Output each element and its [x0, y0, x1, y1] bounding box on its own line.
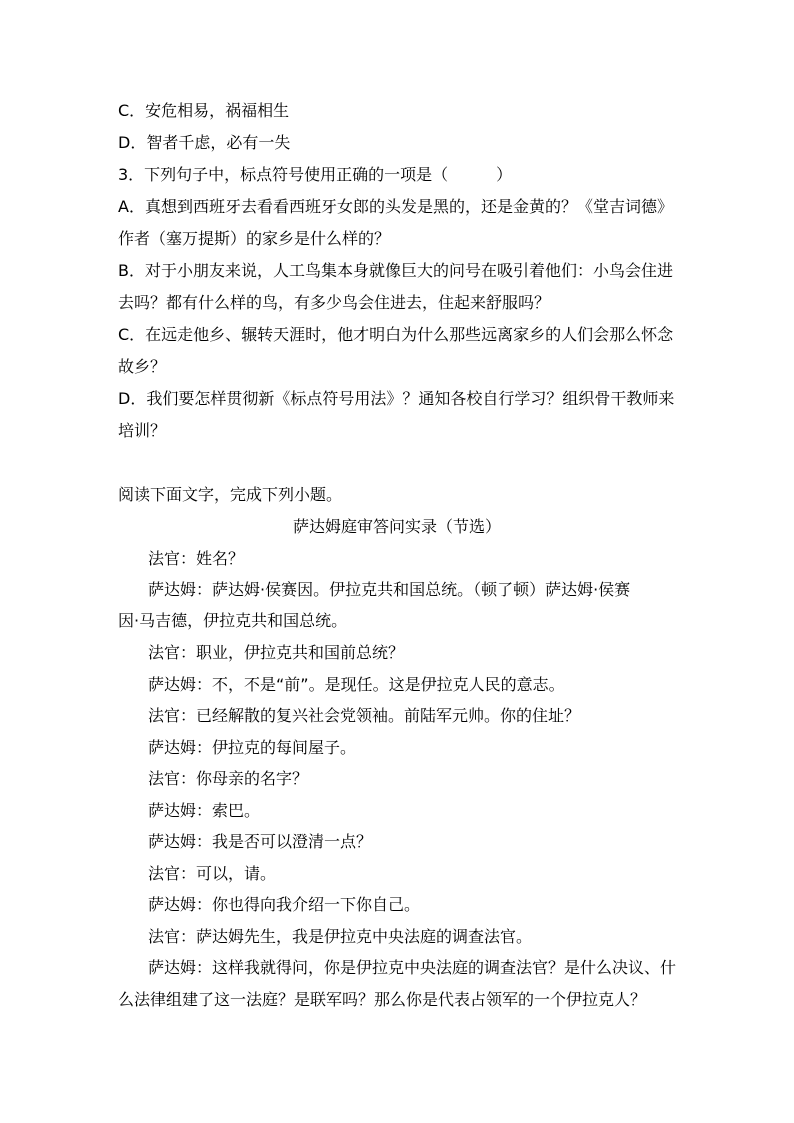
dialogue-line: 萨达姆：你也得向我介绍一下你自己。 [148, 895, 421, 914]
q3-option-c-line-1: C．在远走他乡、辗转天涯时，他才明白为什么那些远离家乡的人们会那么怀念 [118, 325, 674, 344]
dialogue-line: 法官：已经解散的复兴社会党领袖。前陆军元帅。你的住址？ [148, 706, 581, 725]
dialogue-line: 法官：姓名？ [148, 549, 245, 568]
dialogue-line: 萨达姆：索巴。 [148, 801, 261, 820]
q3-option-b-line-2: 去吗？都有什么样的鸟，有多少鸟会住进去，住起来舒服吗？ [118, 293, 551, 312]
dialogue-line: 法官：你母亲的名字？ [148, 769, 309, 788]
dialogue-line-continued: 因·马吉德，伊拉克共和国总统。 [118, 611, 348, 630]
dialogue-line: 法官：萨达姆先生，我是伊拉克中央法庭的调查法官。 [148, 927, 533, 946]
q3-option-c-line-2: 故乡？ [118, 357, 167, 376]
dialogue-line: 萨达姆：我是否可以澄清一点？ [148, 832, 373, 851]
q2-option-c: C．安危相易，祸福相生 [118, 101, 290, 120]
reading-title: 萨达姆庭审答问实录（节选） [292, 517, 501, 536]
q3-option-d-line-1: D．我们要怎样贯彻新《标点符号用法》？通知各校自行学习？组织骨干教师来 [118, 389, 675, 408]
q3-option-d-line-2: 培训？ [118, 421, 167, 440]
dialogue-line: 萨达姆：这样我就得问，你是伊拉克中央法庭的调查法官？是什么决议、什 [148, 958, 677, 977]
q3-option-a-line-2: 作者（塞万提斯）的家乡是什么样的？ [118, 229, 391, 248]
dialogue-line: 萨达姆：伊拉克的每间屋子。 [148, 738, 357, 757]
dialogue-line-continued: 么法律组建了这一法庭？是联军吗？那么你是代表占领军的一个伊拉克人？ [118, 990, 647, 1009]
dialogue-line: 法官：职业，伊拉克共和国前总统？ [148, 643, 405, 662]
dialogue-line: 法官：可以，请。 [148, 864, 277, 883]
dialogue-line: 萨达姆：不，不是“前”。是现任。这是伊拉克人民的意志。 [148, 675, 565, 694]
reading-instruction: 阅读下面文字，完成下列小题。 [118, 485, 343, 504]
q2-option-d: D．智者千虑，必有一失 [118, 133, 291, 152]
q3-option-b-line-1: B．对于小朋友来说，人工鸟集本身就像巨大的问号在吸引着他们：小鸟会住进 [118, 261, 673, 280]
dialogue-line: 萨达姆：萨达姆·侯赛因。伊拉克共和国总统。（顿了顿）萨达姆·侯赛 [148, 580, 631, 599]
q3-option-a-line-1: A．真想到西班牙去看看西班牙女郎的头发是黑的，还是金黄的？《堂吉词德》 [118, 197, 673, 216]
q3-stem: 3．下列句子中，标点符号使用正确的一项是（ ） [118, 165, 513, 184]
